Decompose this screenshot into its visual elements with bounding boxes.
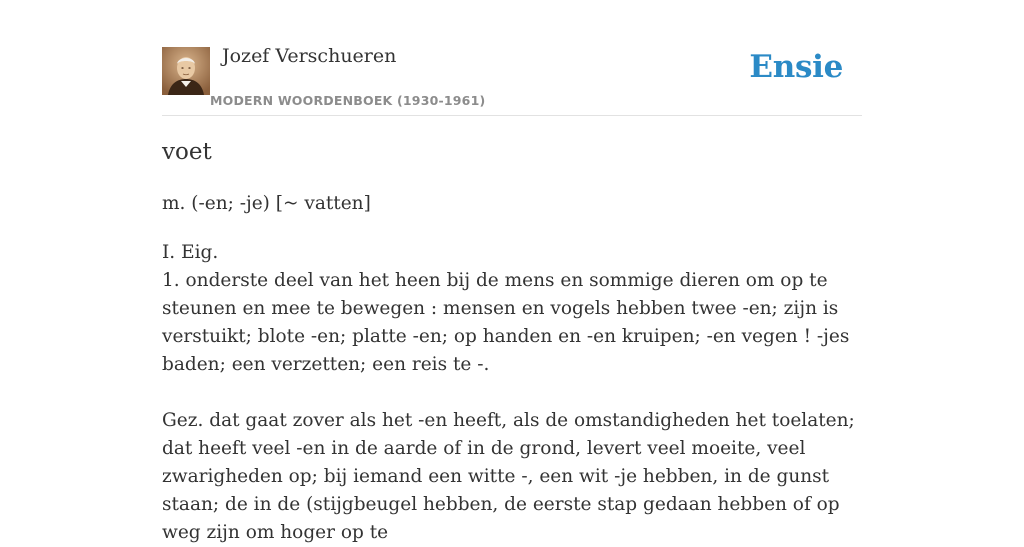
source-dictionary-name[interactable]: MODERN WOORDENBOEK (1930-1961)	[210, 93, 486, 108]
paragraph-spacer	[162, 379, 862, 407]
author-name[interactable]: Jozef Verschueren	[222, 45, 397, 67]
page-header	[162, 0, 862, 116]
entry-title: voet	[162, 139, 212, 165]
entry-grammar: m. (-en; -je) [~ vatten]	[162, 193, 371, 214]
section-heading: I. Eig.	[162, 242, 219, 263]
expressions-paragraph: Gez. dat gaat zover als het -en heeft, als de omstandigheden het toelaten; dat heeft veel -en in de aarde of in de grond, levert veel moeite, veel zwarigheden op; bij iemand een witte -, een wit -je hebben, in de gunst staan; de in de (stijgbeugel hebben, de eerste stap gedaan hebben of op weg zijn om hoger op te	[162, 410, 855, 543]
author-avatar[interactable]	[162, 47, 210, 95]
page-container	[162, 0, 862, 543]
author-portrait-image	[162, 47, 210, 95]
ensie-logo[interactable]: Ensie	[749, 49, 843, 85]
definition-paragraph: 1. onderste deel van het heen bij de mens en sommige dieren om op te steunen en mee te bewegen : mensen en vogels hebben twee -en; zijn is verstuikt; blote -en; platte -en; op handen en -en kruipen; -en vegen ! -jes baden; een verzetten; een reis te -.	[162, 270, 850, 375]
entry-definition-body	[162, 239, 862, 547]
